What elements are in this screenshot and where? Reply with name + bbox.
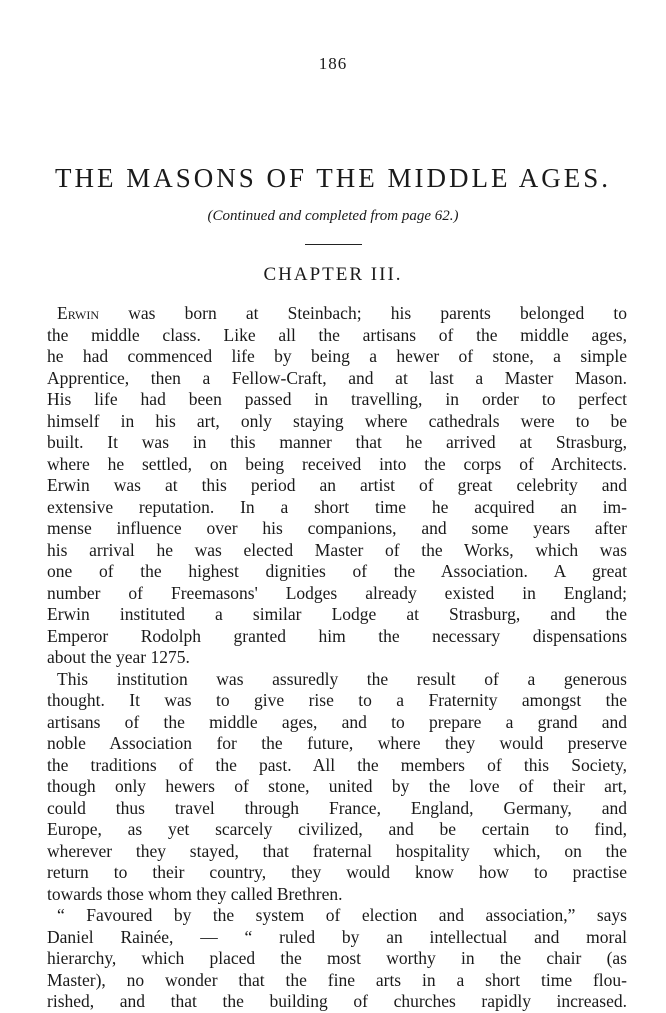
text-line: Master), no wonder that the fine arts in a short time flou- <box>47 969 627 990</box>
text-line: towards those whom they called Brethren. <box>47 883 343 904</box>
lead-word: Erwin <box>57 303 100 323</box>
text-line: himself in his art, only staying where cathedrals were to be <box>47 410 627 431</box>
text-line: though only hewers of stone, united by the love of their art, <box>47 776 627 796</box>
text-line: noble Association for the future, where they would preserve <box>47 733 627 753</box>
text-line: “ Favoured by the system of election and association,” says <box>57 905 627 925</box>
body-text <box>47 303 627 1013</box>
text-line: wherever they stayed, that fraternal hospitality which, on the <box>47 840 627 861</box>
text-line: Apprentice, then a Fellow-Craft, and at last a Master Mason. <box>47 367 627 388</box>
title-divider <box>305 244 362 245</box>
text-line: Daniel Rainée, — “ ruled by an intellectual and moral <box>47 926 627 947</box>
text-line: rished, and that the building of churches rapidly increased. <box>47 991 627 1011</box>
text-line: Europe, as yet scarcely civilized, and be certain to find, <box>47 819 627 839</box>
text-line: return to their country, they would know how to practise <box>47 862 627 882</box>
page-number: 186 <box>318 54 348 73</box>
text-line: mense influence over his companions, and some years after <box>47 518 627 538</box>
text-line: Erwin was at this period an artist of great celebrity and <box>47 475 627 495</box>
text-line: the traditions of the past. All the members of this Society, <box>47 754 627 775</box>
text-line: one of the highest dignities of the Association. A great <box>47 561 627 581</box>
text-line: about the year 1275. <box>47 647 190 667</box>
text-line: number of Freemasons' Lodges already existed in England; <box>47 582 627 603</box>
text-line: could thus travel through France, England, Germany, and <box>47 797 627 818</box>
text-line: extensive reputation. In a short time he acquired an im- <box>47 496 627 517</box>
text-line: His life had been passed in travelling, in order to perfect <box>47 389 627 409</box>
article-subtitle: (Continued and completed from page 62.) <box>207 208 459 224</box>
text-line: Erwin instituted a similar Lodge at Strasburg, and the <box>47 604 627 624</box>
text-line: the middle class. Like all the artisans of the middle ages, <box>47 324 627 345</box>
text-line: his arrival he was elected Master of the Works, which was <box>47 539 627 560</box>
text-line: hierarchy, which placed the most worthy in the chair (as <box>47 948 627 968</box>
chapter-heading: CHAPTER III. <box>263 264 403 285</box>
text-line: built. It was in this manner that he arrived at Strasburg, <box>47 432 627 452</box>
article-title: THE MASONS OF THE MIDDLE AGES. <box>54 163 612 193</box>
text-line: artisans of the middle ages, and to prepare a grand and <box>47 711 627 732</box>
text-line: thought. It was to give rise to a Fraternity amongst the <box>47 690 627 710</box>
text-line: he had commenced life by being a hewer of stone, a simple <box>47 346 627 366</box>
text-line: This institution was assuredly the result of a generous <box>57 668 627 689</box>
text-line: where he settled, on being received into the corps of Architects. <box>47 453 627 474</box>
text-line: Emperor Rodolph granted him the necessary dispensations <box>47 625 627 646</box>
text-line: Erwin was born at Steinbach; his parents belonged to <box>57 303 627 323</box>
